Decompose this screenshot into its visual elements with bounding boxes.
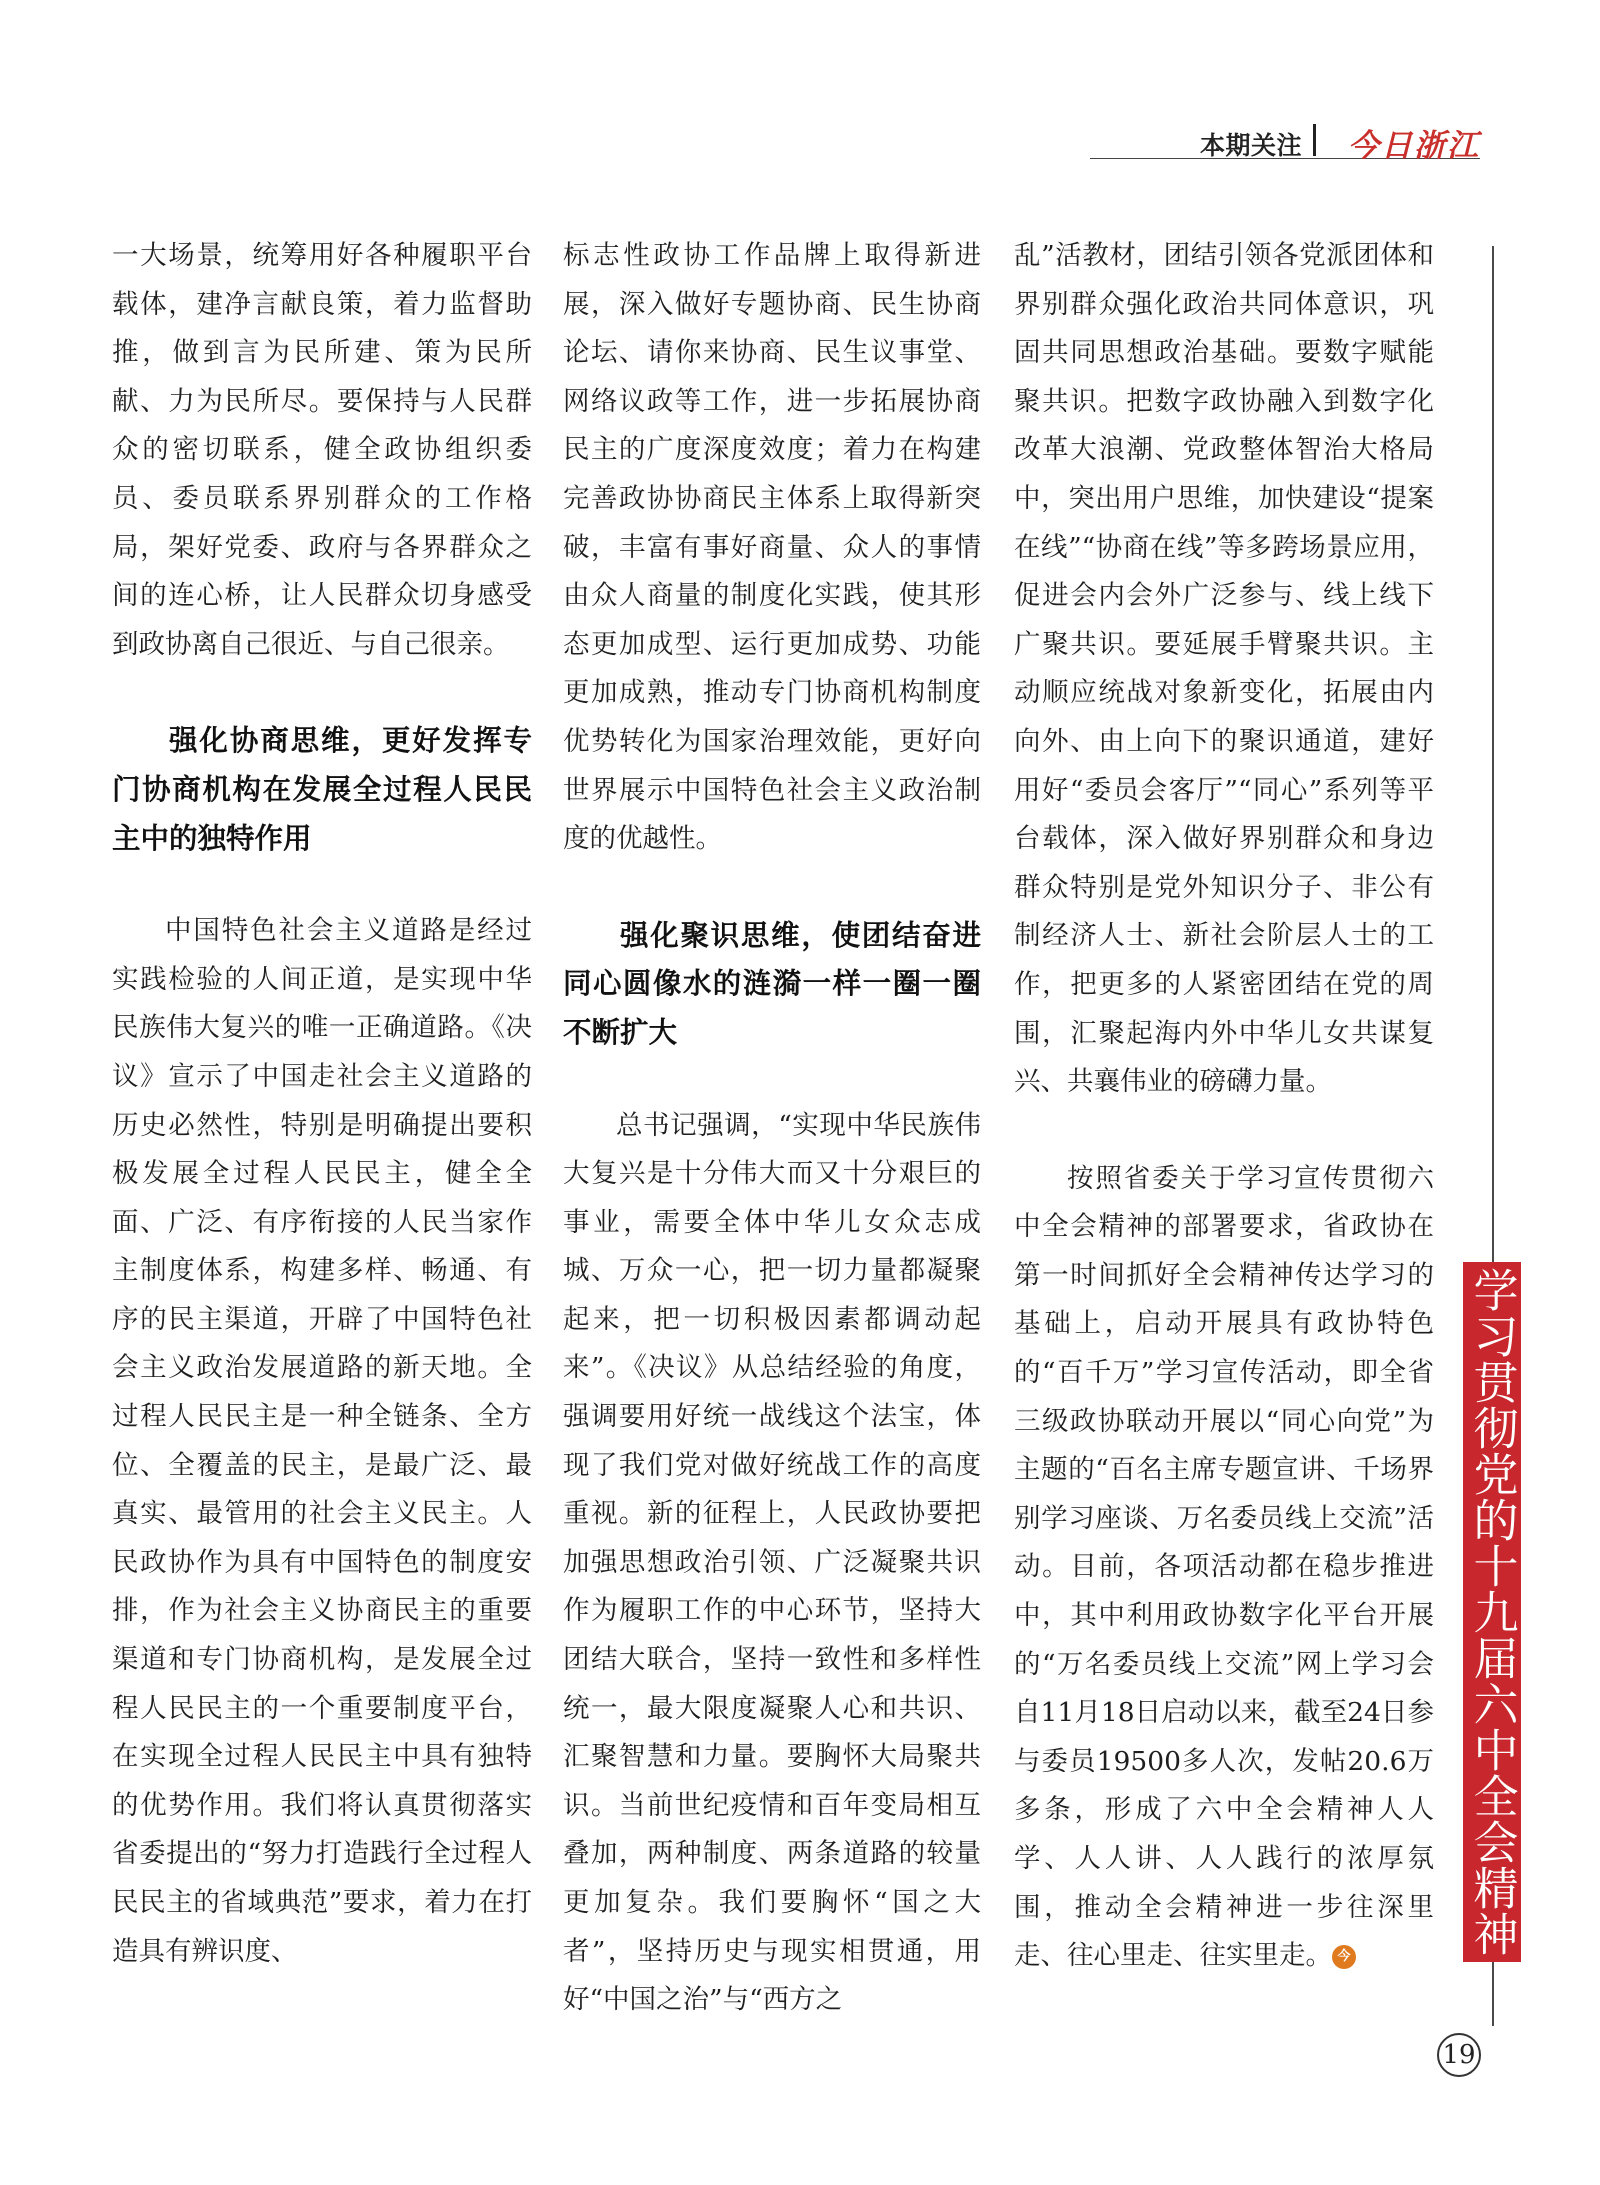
body-paragraph (1014, 232, 1434, 1107)
body-paragraph (563, 1102, 981, 2025)
paragraph-text: 按照省委关于学习宣传贯彻六中全会精神的部署要求，省政协在第一时间抓好全会精神传达学习的基础上，启动开展具有政协特色的“百千万”学习宣传活动，即全省三级政协联动开展以“同心向党”为主题的“百名主席专题宣讲、千场界别学习座谈、万名委员线上交流”活动。目前，各项活动都在稳步推进中，其中利用政协数字化平台开展的“万名委员线上交流”网上学习会自11月18日启动以来，截至24日参与委员19500多人次，发帖20.6万多条，形成了六中全会精神人人学、人人讲、人人践行的浓厚氛围，推动全会精神进一步往深里走、往心里走、往实里走。 (1014, 1162, 1434, 1972)
heading-text: 强化聚识思维，使团结奋进同心圆像水的涟漪一样一圈一圈不断扩大 (563, 918, 981, 1049)
body-paragraph (112, 232, 532, 669)
paragraph-gap (1014, 1107, 1434, 1155)
body-paragraph (112, 907, 532, 1976)
end-mark-icon: 今 (1332, 1945, 1356, 1969)
article-column-1 (112, 232, 532, 1976)
article-column-3 (1014, 232, 1434, 1981)
page-header (1090, 122, 1480, 164)
body-paragraph (563, 232, 981, 864)
header-divider (1313, 124, 1316, 156)
magazine-logo: 今日浙江 (1348, 128, 1480, 164)
body-paragraph (1014, 1155, 1434, 1981)
article-column-2 (563, 232, 981, 2025)
heading-text: 强化协商思维，更好发挥专门协商机构在发展全过程人民民主中的独特作用 (112, 724, 532, 855)
paragraph-text: 总书记强调，“实现中华民族伟大复兴是十分伟大而又十分艰巨的事业，需要全体中华儿女众志成城、万众一心，把一切力量都凝聚起来，把一切积极因素都调动起来”。《决议》从总结经验的角度，强调要用好统一战线这个法宝，体现了我们党对做好统战工作的高度重视。新的征程上，人民政协要把加强思想政治引领、广泛凝聚共识作为履职工作的中心环节，坚持大团结大联合，坚持一致性和多样性统一，最大限度凝聚人心和共识、汇聚智慧和力量。要胸怀大局聚共识。当前世纪疫情和百年变局相互叠加，两种制度、两条道路的较量更加复杂。我们要胸怀“国之大者”，坚持历史与现实相贯通，用好“中国之治”与“西方之 (563, 1109, 981, 2016)
paragraph-text: 标志性政协工作品牌上取得新进展，深入做好专题协商、民生协商论坛、请你来协商、民生议事堂、网络议政等工作，进一步拓展协商民主的广度深度效度；着力在构建完善政协协商民主体系上取得新突破，丰富有事好商量、众人的事情由众人商量的制度化实践，使其形态更加成型、运行更加成势、功能更加成熟，推动专门协商机构制度优势转化为国家治理效能，更好向世界展示中国特色社会主义政治制度的优越性。 (563, 240, 981, 855)
section-heading (563, 912, 981, 1058)
side-banner-text: 学习贯彻党的十九届六中全会精神 (1465, 1267, 1519, 1957)
section-label: 本期关注 (1199, 131, 1302, 160)
side-banner (1463, 1262, 1521, 1962)
paragraph-text: 中国特色社会主义道路是经过实践检验的人间正道，是实现中华民族伟大复兴的唯一正确道路。《决议》宣示了中国走社会主义道路的历史必然性，特别是明确提出要积极发展全过程人民民主，健全全面、广泛、有序衔接的人民当家作主制度体系，构建多样、畅通、有序的民主渠道，开辟了中国特色社会主义政治发展道路的新天地。全过程人民民主是一种全链条、全方位、全覆盖的民主，是最广泛、最真实、最管用的社会主义民主。人民政协作为具有中国特色的制度安排，作为社会主义协商民主的重要渠道和专门协商机构，是发展全过程人民民主的一个重要制度平台，在实现全过程人民民主中具有独特的优势作用。我们将认真贯彻落实省委提出的“努力打造践行全过程人民民主的省域典范”要求，着力在打造具有辨识度、 (112, 915, 532, 1967)
page-number: 19 (1437, 2033, 1481, 2077)
paragraph-text: 一大场景，统筹用好各种履职平台载体，建净言献良策，着力监督助推，做到言为民所建、策为民所献、力为民所尽。要保持与人民群众的密切联系，健全政协组织委员、委员联系界别群众的工作格局，架好党委、政府与各界群众之间的连心桥，让人民群众切身感受到政协离自己很近、与自己很亲。 (112, 240, 532, 660)
section-heading (112, 717, 532, 863)
paragraph-text: 乱”活教材，团结引领各党派团体和界别群众强化政治共同体意识，巩固共同思想政治基础。要数字赋能聚共识。把数字政协融入到数字化改革大浪潮、党政整体智治大格局中，突出用户思维，加快建设“提案在线”“协商在线”等多跨场景应用，促进会内会外广泛参与、线上线下广聚共识。要延展手臂聚共识。主动顺应统战对象新变化，拓展由内向外、由上向下的聚识通道，建好用好“委员会客厅”“同心”系列等平台载体，深入做好界别群众和身边群众特别是党外知识分子、非公有制经济人士、新社会阶层人士的工作，把更多的人紧密团结在党的周围，汇聚起海内外中华儿女共谋复兴、共襄伟业的磅礴力量。 (1014, 240, 1434, 1098)
